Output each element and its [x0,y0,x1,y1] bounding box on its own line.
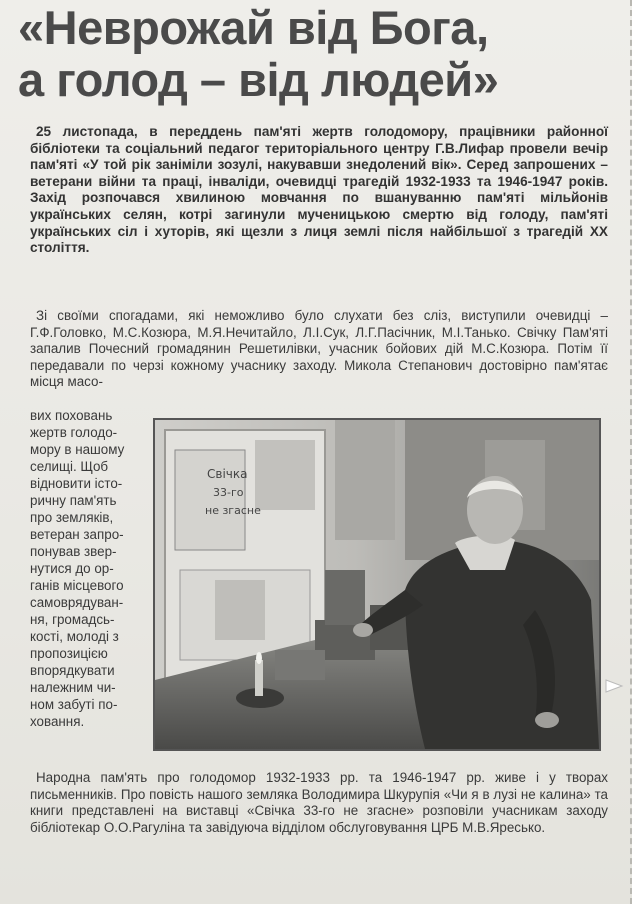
column-line: належним чи- [30,680,116,695]
poster-text-2: 33-го [213,486,244,499]
column-line: ричну пам'ять [30,493,117,508]
article-photo [153,418,601,751]
headline-line-1: «Неврожай від Бога, [18,1,489,54]
column-line: впорядкувати [30,663,115,678]
column-line: ветеран запро- [30,527,124,542]
column-line: селищі. Щоб [30,459,109,474]
scissor-mark-icon [604,676,624,696]
photo-illustration [155,420,599,749]
headline [18,2,618,106]
column-line: пропозицією [30,646,108,661]
column-line: кості, молоді з [30,629,119,644]
headline-line-2: а голод – від людей» [18,53,499,106]
column-line: жертв голодо- [30,425,118,440]
column-line: нутися до ор- [30,561,114,576]
wrapped-text-column [30,407,148,730]
poster-text-3: не згасне [205,504,261,517]
column-line: ганів місцевого [30,578,124,593]
column-line: понував звер- [30,544,117,559]
poster-text-1: Свічка [207,467,248,481]
body-paragraph-2: Зі своїми спогадами, які неможливо було слухати без сліз, виступили очевидці – Г.Ф.Головко, М.С.Козюра, М.Я.Нечитайло, Л.І.Сук, Л.Г.Пасічник, М.І.Танько. Свічку Пам'яті запалив Почесний громадянин Решетилівки, учасник бойових дій М.С.Козюра. Потім її передавали по черзі кожному учаснику заходу. Микола Степанович достовірно пам'ятає місця масо- [30,308,608,390]
lead-paragraph: 25 листопада, в переддень пам'яті жертв голодомору, працівники районної бібліотеки та соціальний педагог територіального центру Г.В.Лифар провели вечір пам'яті «У той рік заніміли зозулі, накувавши знедолений вік». Серед запрошених – ветерани війни та праці, інваліди, очевидці трагедій 1932-1933 та 1946-1947 років. Захід розпочався хвилиною мовчання по вшануванню пам'яті мільйонів українських селян, котрі загинули мученицькою смертю від голоду, пам'яті українських сіл і хуторів, які щезли з лиця землі після найбільшої з трагедій XX століття. [30,124,608,256]
column-line: ховання. [30,714,85,729]
column-line: вих поховань [30,408,113,423]
column-line: ня, громадсь- [30,612,115,627]
column-line: про земляків, [30,510,114,525]
column-line: самоврядуван- [30,595,124,610]
body-paragraph-3: Народна пам'ять про голодомор 1932-1933 рр. та 1946-1947 рр. живе і у творах письменників. Про повість нашого земляка Володимира Шкурупія «Чи я в лузі не калина» та книги представлені на виставці «Свічка 33-го не згасне» розповіли учасникам заходу бібліотекар О.О.Рагуліна та завідуюча відділом обслуговування ЦРБ М.В.Яресько. [30,770,608,835]
column-line: мору в нашому [30,442,125,457]
column-line: відновити істо- [30,476,123,491]
column-line: ном забуті по- [30,697,118,712]
